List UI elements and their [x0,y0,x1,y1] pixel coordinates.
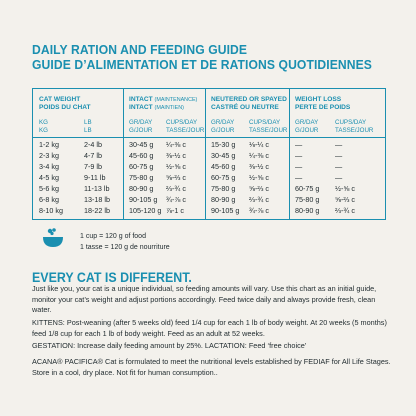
subheader-cups: CUPS/DAY TASSE/JOUR [335,119,374,134]
table-cell-n-g: 45-60 g [211,162,236,171]
table-cell-lb: 11-13 lb [84,184,110,193]
table-cell-l-c: ½-⅝ c [335,184,355,193]
table-cell-lb: 18-22 lb [84,206,110,215]
header-cat-weight: CAT WEIGHT POIDS DU CHAT [39,96,91,111]
table-cell-n-c: ½-⅝ c [249,173,269,182]
intro-paragraph: Just like you, your cat is a unique individual, so feeding amounts will vary. Use this chart as an initial guide, monitor your cat’s weight and adjust portions accordingly. Feed twice daily and always provide fresh, clean water. [32,284,377,314]
table-cell-i-g: 105-120 g [129,206,162,215]
table-cell-n-g: 75-80 g [211,184,236,193]
table-cell-lb: 13-18 lb [84,195,110,204]
table-cell-l-g: 75-80 g [295,195,320,204]
title-english: DAILY RATION AND FEEDING GUIDE [32,42,248,57]
kittens-paragraph: KITTENS: Post-weaning (after 5 weeks old) feed 1/4 cup for each 1 lb of body weight. At 20 weeks (5 months) feed 1/8 cup for each 1 lb of body weight. Feed as an adult at 52 weeks. [32,318,387,338]
table-cell-lb: 2-4 lb [84,140,102,149]
table-row [33,206,387,216]
table-cell-i-c: ½-⅝ c [166,162,186,171]
table-cell-i-c: ⅝-⅔ c [166,173,186,182]
table-cell-l-c: — [335,151,343,160]
table-cell-i-g: 90-105 g [129,195,158,204]
header-weight-loss: WEIGHT LOSS PERTE DE POIDS [295,96,351,111]
table-cell-i-g: 60-75 g [129,162,154,171]
cup-conversion-note: 1 cup = 120 g of food 1 tasse = 120 g de nourriture [80,233,170,251]
table-cell-n-c: ⅝-⅔ c [249,184,269,193]
table-row [33,140,387,150]
table-cell-n-c: ⅛-¼ c [249,140,269,149]
section-heading: EVERY CAT IS DIFFERENT. [32,270,192,285]
table-cell-i-c: ⅜-½ c [166,151,186,160]
table-row [33,184,387,194]
table-cell-kg: 8-10 kg [39,206,63,215]
subheader-cups: CUPS/DAY TASSE/JOUR [249,119,288,134]
table-cell-l-g: — [295,140,303,149]
table-cell-i-g: 45-60 g [129,151,154,160]
table-cell-i-c: ⅞-1 c [166,206,184,215]
table-cell-kg: 4-5 kg [39,173,59,182]
table-cell-n-c: ¾-⅞ c [249,206,269,215]
table-cell-l-c: ⅔-¾ c [335,206,355,215]
table-cell-n-c: ⅔-¾ c [249,195,269,204]
table-cell-l-g: — [295,162,303,171]
table-cell-i-c: ¾-⅞ c [166,195,186,204]
subheader-grams: GR/DAY G/JOUR [211,119,235,134]
header-divider [33,137,385,138]
table-cell-kg: 1-2 kg [39,140,59,149]
table-cell-lb: 7-9 lb [84,162,102,171]
table-cell-n-g: 30-45 g [211,151,236,160]
feeding-table [32,88,386,220]
table-cell-l-c: ⅝-⅔ c [335,195,355,204]
table-cell-l-g: — [295,151,303,160]
table-cell-n-g: 90-105 g [211,206,240,215]
table-cell-l-c: — [335,140,343,149]
table-cell-i-g: 30-45 g [129,140,154,149]
table-cell-l-g: — [295,173,303,182]
table-cell-lb: 9-11 lb [84,173,106,182]
table-cell-kg: 2-3 kg [39,151,59,160]
table-cell-i-g: 80-90 g [129,184,154,193]
food-bowl-icon [42,227,64,249]
table-cell-l-g: 60-75 g [295,184,320,193]
table-row [33,195,387,205]
table-cell-i-g: 75-80 g [129,173,154,182]
subheader-grams: GR/DAY G/JOUR [295,119,319,134]
table-row [33,162,387,172]
header-neutered: NEUTERED OR SPAYED CASTRÉ OU NEUTRE [211,96,287,111]
subheader-grams: GR/DAY G/JOUR [129,119,153,134]
subheader-lb: LB LB [84,119,92,134]
subheader-cups: CUPS/DAY TASSE/JOUR [166,119,205,134]
table-cell-i-c: ⅔-¾ c [166,184,186,193]
table-cell-kg: 5-6 kg [39,184,59,193]
table-cell-l-c: — [335,173,343,182]
title-french: GUIDE D’ALIMENTATION ET DE RATIONS QUOTIDIENNES [32,57,372,72]
page-title [32,42,372,72]
table-cell-n-c: ⅜-½ c [249,162,269,171]
table-cell-n-c: ¼-⅜ c [249,151,269,160]
table-row [33,151,387,161]
table-cell-l-g: 80-90 g [295,206,320,215]
table-cell-n-g: 15-30 g [211,140,236,149]
table-cell-l-c: — [335,162,343,171]
gestation-paragraph: GESTATION: Increase daily feeding amount by 25%. LACTATION: Feed ‘free choice’ [32,341,307,350]
table-cell-lb: 4-7 lb [84,151,102,160]
table-cell-n-g: 60-75 g [211,173,236,182]
table-cell-kg: 3-4 kg [39,162,59,171]
subheader-kg: KG KG [39,119,48,134]
table-cell-kg: 6-8 kg [39,195,59,204]
header-intact: INTACT (MAINTENANCE) INTACT (MAINTIEN) [129,96,198,111]
table-cell-n-g: 80-90 g [211,195,236,204]
table-row [33,173,387,183]
table-cell-i-c: ¼-⅜ c [166,140,186,149]
formulation-paragraph: ACANA® PACIFICA® Cat is formulated to meet the nutritional levels established by FEDIAF for All Life Stages. Store in a cool, dry place. Not fit for human consumption.. [32,357,391,377]
